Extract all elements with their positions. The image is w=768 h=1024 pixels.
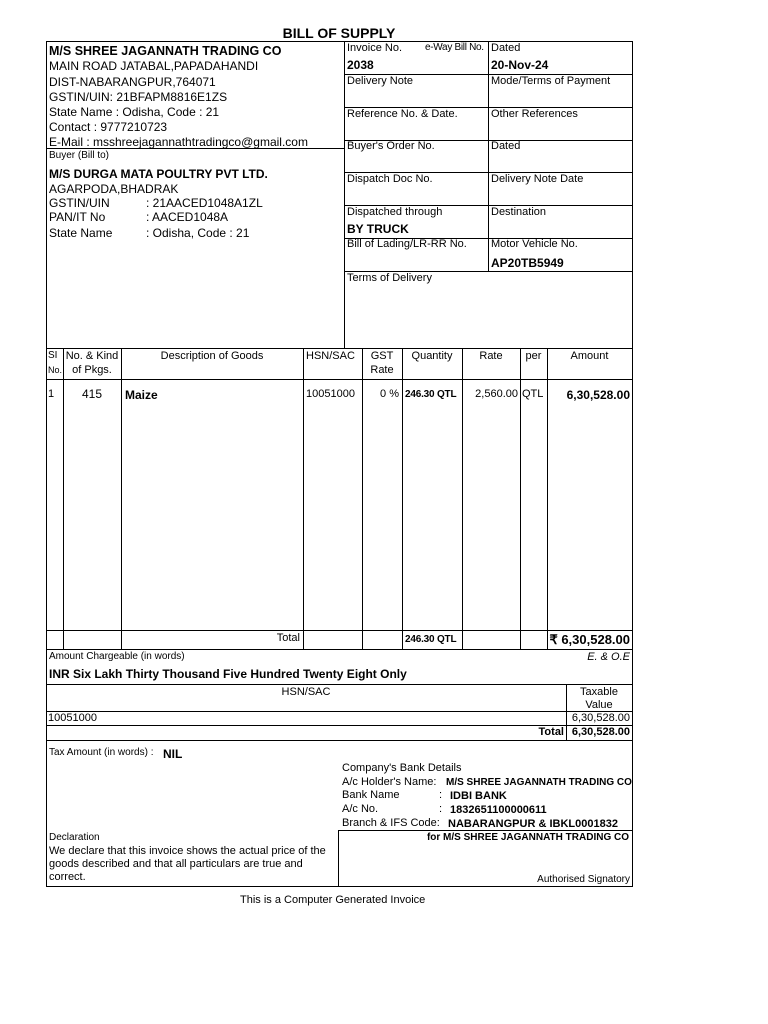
col-si-1: SI [48,350,58,361]
buyer-gstin-label: GSTIN/UIN [49,196,110,210]
invoice-no: 2038 [347,58,374,72]
row-quantity: 246.30 QTL [405,389,457,400]
buyer-name: M/S DURGA MATA POULTRY PVT LTD. [49,167,268,181]
buyer-gstin-value: : 21AACED1048A1ZL [146,196,263,210]
account-no: 1832651100000611 [450,804,547,816]
row-amount: 6,30,528.00 [566,388,630,402]
reference-label: Reference No. & Date. [347,108,458,120]
dispatch-doc-label: Dispatch Doc No. [347,173,433,185]
col-per: per [525,350,542,362]
hsn-total-value: 6,30,528.00 [571,726,630,738]
terms-of-delivery-label: Terms of Delivery [347,272,432,284]
other-references-label: Other References [491,108,578,120]
seller-name: M/S SHREE JAGANNATH TRADING CO [49,44,282,58]
row-description: Maize [125,388,158,402]
col-gst-2: Rate [370,364,394,376]
col-pkgs-2: of Pkgs. [72,364,112,376]
footer-note: This is a Computer Generated Invoice [240,894,426,906]
tax-words-label: Tax Amount (in words) : [49,747,154,758]
amount-words-value: INR Six Lakh Thirty Thousand Five Hundred Twenty Eight Only [49,667,407,681]
col-amount: Amount [570,350,609,362]
delivery-note-label: Delivery Note [347,75,414,87]
vehicle-label: Motor Vehicle No. [491,238,578,250]
taxable-header-2: Value [585,699,613,711]
invoice-date: 20-Nov-24 [491,58,549,72]
buyers-order-label: Buyer's Order No. [347,140,435,152]
order-dated-label: Dated [491,140,521,152]
row-hsn: 10051000 [306,388,355,400]
total-label: Total [276,632,300,644]
vehicle-number: AP20TB5949 [491,256,564,270]
col-description: Description of Goods [160,350,264,362]
ifs-label: Branch & IFS Code: [342,817,440,829]
seller-gstin: GSTIN/UIN: 21BFAPM8816E1ZS [49,90,228,104]
document-title: BILL OF SUPPLY [282,25,396,41]
eway-label: e-Way Bill No. [425,42,484,53]
declaration-line-3: correct. [49,871,86,883]
buyer-state-value: : Odisha, Code : 21 [146,226,250,240]
hsn-total-label: Total [538,726,564,738]
buyer-pan-label: PAN/IT No [49,210,106,224]
col-quantity: Quantity [411,350,453,362]
account-no-sep: : [439,803,443,815]
declaration-line-2: goods described and that all particulars are true and [49,858,303,870]
authorised-signatory: Authorised Signatory [537,874,630,885]
col-hsn: HSN/SAC [306,350,355,362]
bank-heading: Company's Bank Details [342,762,462,774]
eoe-label: E. & O.E [587,651,630,663]
seller-address-2: DIST-NABARANGPUR,764071 [49,75,216,89]
row-pkgs: 415 [81,387,103,401]
dated-label: Dated [491,42,521,54]
seller-address-1: MAIN ROAD JATABAL,PAPADAHANDI [49,59,259,73]
taxable-header-1: Taxable [580,686,618,698]
total-quantity: 246.30 QTL [405,634,457,645]
seller-contact: Contact : 9777210723 [49,120,168,134]
buyer-pan-value: : AACED1048A [146,210,229,224]
row-si: 1 [48,388,55,400]
row-per: QTL [522,388,544,400]
bank-name-sep: : [439,789,443,801]
hsn-summary-code: 10051000 [48,712,97,724]
tax-words-value: NIL [163,747,183,761]
declaration-heading: Declaration [49,832,100,843]
account-no-label: A/c No. [342,803,379,815]
buyer-address: AGARPODA,BHADRAK [49,182,179,196]
account-holder: M/S SHREE JAGANNATH TRADING CO [446,777,632,788]
col-si-2: No. [48,365,63,375]
hsn-summary-value: 6,30,528.00 [571,712,630,724]
lading-label: Bill of Lading/LR-RR No. [347,238,467,250]
row-rate: 2,560.00 [475,388,518,400]
dispatched-through-label: Dispatched through [347,206,443,218]
dispatched-through: BY TRUCK [347,222,409,236]
seller-email: E-Mail : msshreejagannathtradingco@gmail.com [49,135,308,149]
buyer-state-label: State Name [49,226,113,240]
col-pkgs-1: No. & Kind [65,350,119,362]
hsn-summary-header: HSN/SAC [281,686,331,698]
bank-name: IDBI BANK [450,790,507,802]
buyer-heading: Buyer (Bill to) [49,150,110,161]
bank-name-label: Bank Name [342,789,400,801]
destination-label: Destination [491,206,547,218]
mode-terms-label: Mode/Terms of Payment [491,75,611,87]
declaration-line-1: We declare that this invoice shows the actual price of the [49,845,326,857]
seller-state: State Name : Odisha, Code : 21 [49,105,220,119]
col-rate: Rate [479,350,503,362]
total-amount: ₹ 6,30,528.00 [549,632,630,647]
signature-for: for M/S SHREE JAGANNATH TRADING CO [426,832,629,843]
amount-words-label: Amount Chargeable (in words) [49,651,185,662]
delivery-note-date-label: Delivery Note Date [491,173,584,185]
col-gst-1: GST [370,350,394,362]
row-gst: 0 % [380,388,399,400]
ifs-code: NABARANGPUR & IBKL0001832 [448,818,618,830]
invoice-no-label: Invoice No. [347,42,403,54]
account-holder-label: A/c Holder's Name: [342,776,437,788]
